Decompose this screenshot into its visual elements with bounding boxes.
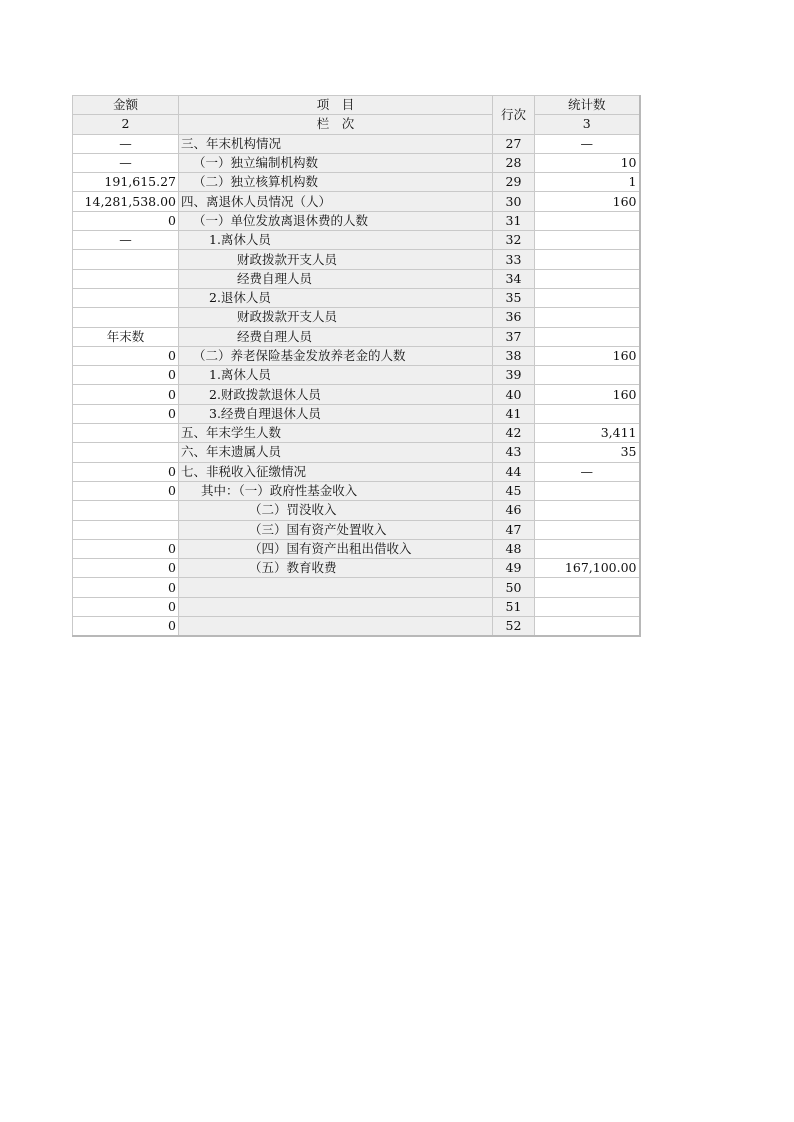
table-row	[73, 404, 640, 423]
table-row	[73, 539, 640, 558]
table-row	[73, 481, 640, 500]
item-cell: （一）单位发放离退休费的人数	[179, 211, 493, 230]
stat-cell[interactable]: 10	[535, 153, 640, 172]
stat-cell[interactable]	[535, 308, 640, 327]
line-number-cell: 29	[493, 173, 535, 192]
item-cell: （三）国有资产处置收入	[179, 520, 493, 539]
item-cell: 财政拨款开支人员	[179, 308, 493, 327]
line-header: 行次	[493, 96, 535, 135]
item-cell: 2.退休人员	[179, 288, 493, 307]
table-row	[73, 501, 640, 520]
amount-cell[interactable]: 0	[73, 559, 179, 578]
amount-cell[interactable]: 0	[73, 597, 179, 616]
table-row	[73, 308, 640, 327]
amount-cell[interactable]: 191,615.27	[73, 173, 179, 192]
header-row-2	[73, 115, 640, 134]
amount-cell[interactable]	[73, 443, 179, 462]
table-row	[73, 462, 640, 481]
item-cell: 2.财政拨款退休人员	[179, 385, 493, 404]
stat-cell[interactable]: 167,100.00	[535, 559, 640, 578]
line-number-cell: 46	[493, 501, 535, 520]
stat-cell[interactable]	[535, 269, 640, 288]
table-row	[73, 153, 640, 172]
line-number-cell: 38	[493, 346, 535, 365]
table-row	[73, 559, 640, 578]
table-row	[73, 173, 640, 192]
stat-cell[interactable]: 3,411	[535, 424, 640, 443]
item-cell: 1.离休人员	[179, 231, 493, 250]
line-number-cell: 42	[493, 424, 535, 443]
table-row	[73, 269, 640, 288]
table-row	[73, 192, 640, 211]
stat-cell[interactable]	[535, 578, 640, 597]
stat-cell[interactable]: 35	[535, 443, 640, 462]
stat-cell[interactable]	[535, 404, 640, 423]
stat-cell[interactable]	[535, 231, 640, 250]
item-cell	[179, 617, 493, 637]
item-cell: （二）罚没收入	[179, 501, 493, 520]
table-row	[73, 424, 640, 443]
line-number-cell: 28	[493, 153, 535, 172]
amount-cell[interactable]	[73, 308, 179, 327]
stat-cell[interactable]	[535, 539, 640, 558]
amount-cell[interactable]: 0	[73, 404, 179, 423]
stat-cell[interactable]: 160	[535, 192, 640, 211]
item-cell: 三、年末机构情况	[179, 134, 493, 153]
amount-cell[interactable]: 0	[73, 211, 179, 230]
header-row-1	[73, 96, 640, 115]
item-cell: 3.经费自理退休人员	[179, 404, 493, 423]
table-body	[73, 134, 640, 636]
table-row	[73, 578, 640, 597]
table-row	[73, 597, 640, 616]
stat-cell[interactable]	[535, 520, 640, 539]
amount-cell[interactable]: —	[73, 153, 179, 172]
amount-cell[interactable]: —	[73, 134, 179, 153]
amount-cell[interactable]: 0	[73, 385, 179, 404]
stat-cell[interactable]: —	[535, 462, 640, 481]
stat-cell[interactable]	[535, 501, 640, 520]
item-cell: （二）独立核算机构数	[179, 173, 493, 192]
column-label: 栏 次	[179, 115, 493, 134]
item-cell: （四）国有资产出租出借收入	[179, 539, 493, 558]
table-row	[73, 211, 640, 230]
line-number-cell: 43	[493, 443, 535, 462]
item-cell	[179, 597, 493, 616]
line-number-cell: 50	[493, 578, 535, 597]
table-row	[73, 327, 640, 346]
item-cell: 经费自理人员	[179, 269, 493, 288]
stat-cell[interactable]: —	[535, 134, 640, 153]
item-cell: 其中：（一）政府性基金收入	[179, 481, 493, 500]
amount-cell[interactable]	[73, 520, 179, 539]
line-number-cell: 36	[493, 308, 535, 327]
table-row	[73, 617, 640, 637]
table-row	[73, 346, 640, 365]
stat-cell[interactable]: 160	[535, 385, 640, 404]
report-sheet	[72, 95, 639, 637]
amount-cell[interactable]	[73, 288, 179, 307]
item-cell: 四、离退休人员情况（人）	[179, 192, 493, 211]
stat-cell[interactable]: 160	[535, 346, 640, 365]
line-number-cell: 48	[493, 539, 535, 558]
line-number-cell: 33	[493, 250, 535, 269]
line-number-cell: 32	[493, 231, 535, 250]
line-number-cell: 47	[493, 520, 535, 539]
item-cell	[179, 578, 493, 597]
stat-cell[interactable]: 1	[535, 173, 640, 192]
line-number-cell: 41	[493, 404, 535, 423]
stat-header: 统计数	[535, 96, 640, 115]
stat-cell[interactable]	[535, 597, 640, 616]
table-row	[73, 520, 640, 539]
stat-cell[interactable]	[535, 327, 640, 346]
line-number-cell: 52	[493, 617, 535, 637]
line-number-cell: 35	[493, 288, 535, 307]
stat-cell[interactable]	[535, 250, 640, 269]
amount-cell[interactable]: —	[73, 231, 179, 250]
line-number-cell: 49	[493, 559, 535, 578]
amount-cell[interactable]	[73, 269, 179, 288]
amount-cell[interactable]: 0	[73, 462, 179, 481]
item-cell: 七、非税收入征缴情况	[179, 462, 493, 481]
amount-cell[interactable]	[73, 424, 179, 443]
item-header: 项 目	[179, 96, 493, 115]
stat-cell[interactable]	[535, 366, 640, 385]
table-row	[73, 134, 640, 153]
table-row	[73, 385, 640, 404]
stat-col-number: 3	[535, 115, 640, 134]
line-number-cell: 39	[493, 366, 535, 385]
line-number-cell: 37	[493, 327, 535, 346]
amount-cell[interactable]: 0	[73, 346, 179, 365]
amount-col-number: 2	[73, 115, 179, 134]
amount-cell[interactable]: 14,281,538.00	[73, 192, 179, 211]
stat-cell[interactable]	[535, 288, 640, 307]
item-cell: （五）教育收费	[179, 559, 493, 578]
amount-cell[interactable]: 0	[73, 617, 179, 637]
item-cell: 五、年末学生人数	[179, 424, 493, 443]
stat-cell[interactable]	[535, 211, 640, 230]
item-cell: 1.离休人员	[179, 366, 493, 385]
table-row	[73, 231, 640, 250]
item-cell: 财政拨款开支人员	[179, 250, 493, 269]
amount-cell[interactable]: 0	[73, 578, 179, 597]
stat-cell[interactable]	[535, 481, 640, 500]
amount-header: 金额	[73, 96, 179, 115]
item-cell: （二）养老保险基金发放养老金的人数	[179, 346, 493, 365]
amount-cell[interactable]: 0	[73, 366, 179, 385]
table-row	[73, 443, 640, 462]
item-cell: 六、年末遗属人员	[179, 443, 493, 462]
line-number-cell: 45	[493, 481, 535, 500]
amount-cell[interactable]: 0	[73, 481, 179, 500]
table-row	[73, 288, 640, 307]
line-number-cell: 44	[493, 462, 535, 481]
line-number-cell: 51	[493, 597, 535, 616]
line-number-cell: 34	[493, 269, 535, 288]
line-number-cell: 40	[493, 385, 535, 404]
stat-cell[interactable]	[535, 617, 640, 637]
amount-cell[interactable]: 年末数	[73, 327, 179, 346]
statistics-table	[72, 95, 641, 637]
line-number-cell: 27	[493, 134, 535, 153]
amount-cell[interactable]: 0	[73, 539, 179, 558]
line-number-cell: 31	[493, 211, 535, 230]
table-row	[73, 366, 640, 385]
amount-cell[interactable]	[73, 501, 179, 520]
amount-cell[interactable]	[73, 250, 179, 269]
line-number-cell: 30	[493, 192, 535, 211]
item-cell: 经费自理人员	[179, 327, 493, 346]
item-cell: （一）独立编制机构数	[179, 153, 493, 172]
table-row	[73, 250, 640, 269]
